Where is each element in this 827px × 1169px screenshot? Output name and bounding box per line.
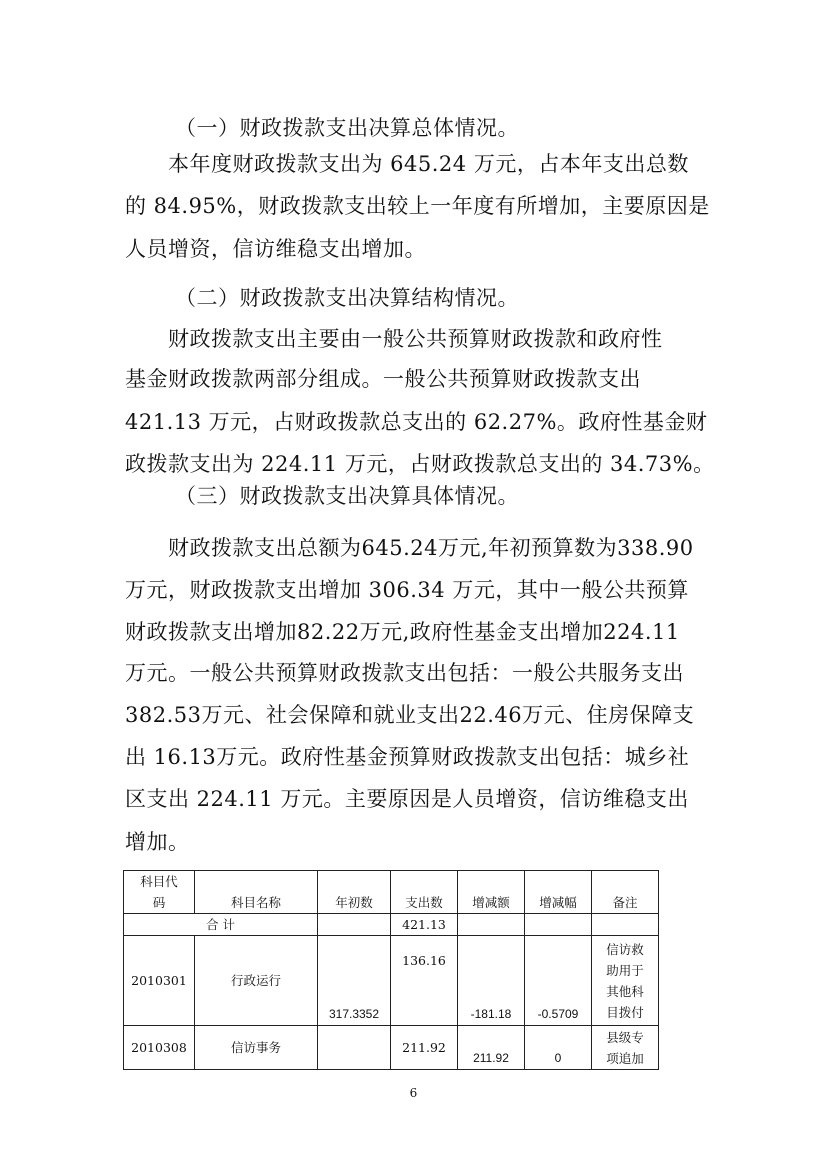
row-name: 信访事务 [195, 1026, 318, 1070]
row-note-line: 目拨付 [606, 1004, 644, 1020]
row-expense: 136.16 [391, 936, 458, 1026]
paragraph-line: 政拨款支出为 224.11 万元，占财政拨款总支出的 34.73%。 [125, 452, 715, 476]
paragraph-line: 财政拨款支出总额为645.24万元,年初预算数为338.90 [168, 536, 694, 560]
row-name: 行政运行 [195, 936, 318, 1026]
total-note [592, 914, 659, 936]
expense-table [123, 870, 659, 1070]
table-row [124, 936, 659, 1026]
row-code: 2010308 [124, 1026, 195, 1070]
paragraph-line: 增加。 [125, 830, 190, 854]
row-expense: 211.92 [391, 1026, 458, 1070]
row-code: 2010301 [124, 936, 195, 1026]
paragraph-line: 421.13 万元，占财政拨款总支出的 62.27%。政府性基金财 [125, 410, 708, 434]
section-heading-2: （二）财政拨款支出决算结构情况。 [175, 286, 519, 310]
row-change-rate: 0 [525, 1026, 592, 1070]
paragraph-line: 出 16.13万元。政府性基金预算财政拨款支出包括：城乡社 [125, 745, 690, 769]
paragraph-line: 万元，财政拨款支出增加 306.34 万元，其中一般公共预算 [125, 578, 689, 602]
header-name: 科目名称 [195, 871, 318, 914]
row-change-amount: -181.18 [458, 936, 525, 1026]
paragraph-line: 财政拨款支出主要由一般公共预算财政拨款和政府性 [168, 327, 663, 351]
paragraph-line: 财政拨款支出增加82.22万元,政府性基金支出增加224.11 [125, 620, 680, 644]
header-code-line2: 码 [152, 895, 166, 910]
paragraph-line: 本年度财政拨款支出为 645.24 万元，占本年支出总数 [168, 152, 689, 176]
paragraph-line: 基金财政拨款两部分组成。一般公共预算财政拨款支出 [125, 367, 641, 391]
header-code [124, 871, 195, 914]
header-change-amount: 增减额 [458, 871, 525, 914]
paragraph-line: 382.53万元、社会保障和就业支出22.46万元、住房保障支 [125, 703, 695, 727]
page-number: 6 [409, 1086, 418, 1100]
header-code-line1: 科目代 [140, 874, 178, 889]
row-change-rate: -0.5709 [525, 936, 592, 1026]
total-label: 合 计 [124, 914, 318, 936]
paragraph-line: 的 84.95%，财政拨款支出较上一年度有所增加，主要原因是 [125, 194, 710, 218]
row-note-line: 县级专 [606, 1029, 644, 1045]
total-change-rate [525, 914, 592, 936]
row-initial [318, 1026, 391, 1070]
row-note [592, 936, 659, 1026]
table-total-row [124, 914, 659, 936]
row-note-line: 其他科 [606, 983, 644, 999]
header-expense: 支出数 [391, 871, 458, 914]
paragraph-line: 人员增资，信访维稳支出增加。 [125, 237, 426, 261]
header-note: 备注 [592, 871, 659, 914]
row-note [592, 1026, 659, 1070]
row-change-amount: 211.92 [458, 1026, 525, 1070]
total-expense: 421.13 [391, 914, 458, 936]
row-initial: 317.3352 [318, 936, 391, 1026]
section-heading-3: （三）财政拨款支出决算具体情况。 [175, 484, 519, 508]
row-note-line: 助用于 [606, 962, 644, 978]
paragraph-line: 万元。一般公共预算财政拨款支出包括：一般公共服务支出 [125, 661, 684, 685]
row-note-line: 项追加 [606, 1050, 644, 1066]
table-header-row [124, 871, 659, 914]
header-initial: 年初数 [318, 871, 391, 914]
section-heading-1: （一）财政拨款支出决算总体情况。 [175, 116, 519, 140]
header-change-rate: 增减幅 [525, 871, 592, 914]
total-initial [318, 914, 391, 936]
row-note-line: 信访救 [606, 941, 644, 957]
paragraph-line: 区支出 224.11 万元。主要原因是人员增资，信访维稳支出 [125, 787, 689, 811]
table-row [124, 1026, 659, 1070]
total-change-amount [458, 914, 525, 936]
